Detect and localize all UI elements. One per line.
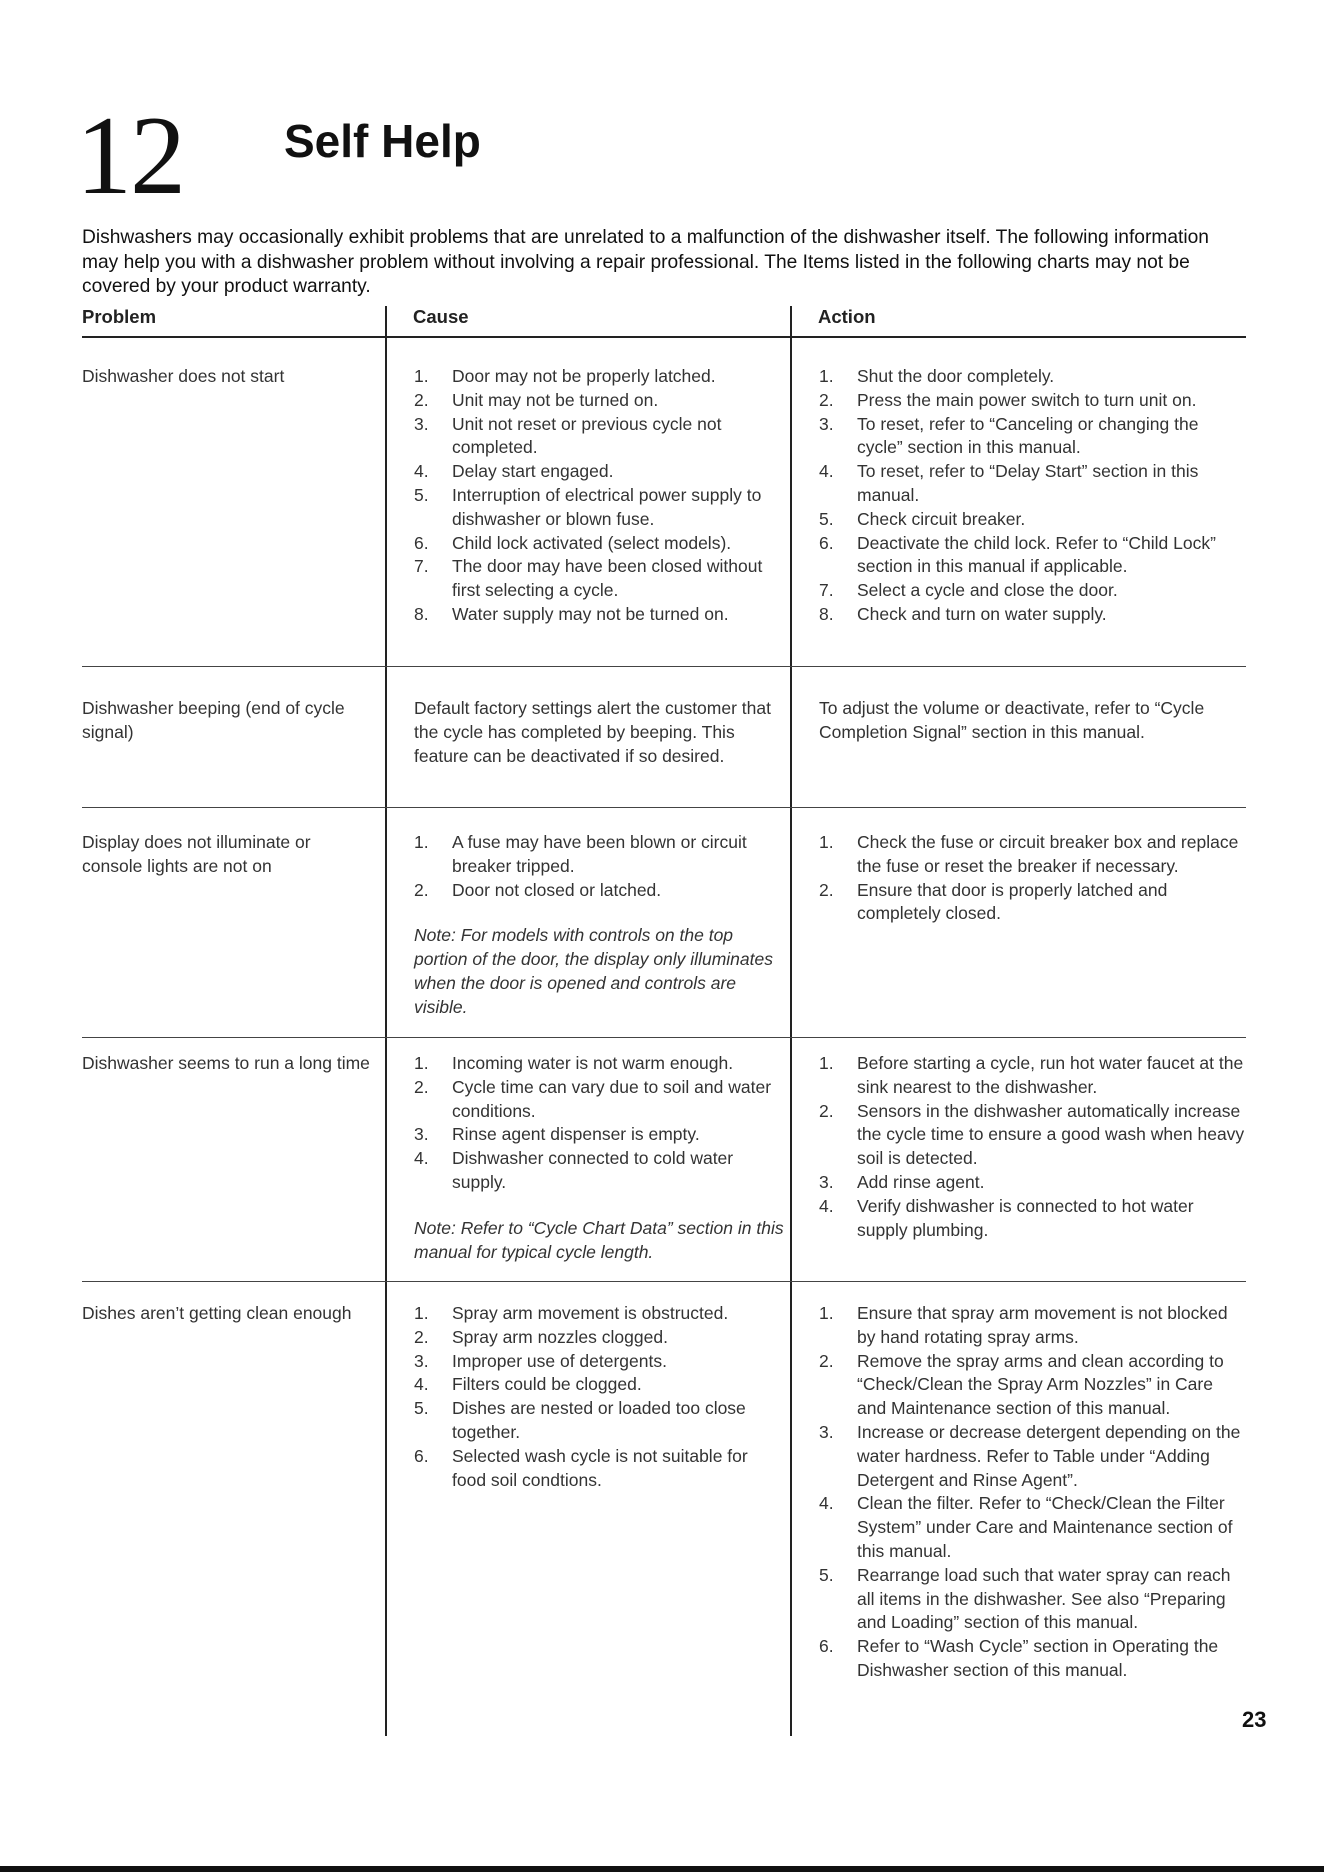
cause-item: 1. A fuse may have been blown or circuit breaker tripped. xyxy=(414,832,747,876)
action-list xyxy=(819,1302,1246,1683)
cause-item: 6. Child lock activated (select models). xyxy=(414,532,732,553)
cause-item: 3. Unit not reset or previous cycle not completed. xyxy=(414,413,722,458)
row-problem: Dishes aren’t getting clean enough xyxy=(82,1303,352,1323)
row-problem: Display does not illuminate or console lights are not on xyxy=(82,832,311,876)
cause-list xyxy=(414,1302,784,1492)
action-column-header: Action xyxy=(818,306,876,327)
chapter-number: 12 xyxy=(76,94,184,218)
cause-item: 8. Water supply may not be turned on. xyxy=(414,603,729,624)
action-item: 3. To reset, refer to “Canceling or changing the cycle” section in this manual. xyxy=(819,413,1199,458)
action-item: 6. Deactivate the child lock. Refer to “Child Lock” section in this manual if applicable. xyxy=(819,532,1216,577)
action-item: 1. Ensure that spray arm movement is not blocked by hand rotating spray arms. xyxy=(819,1303,1228,1347)
action-list xyxy=(819,831,1246,926)
row-divider xyxy=(82,666,1246,667)
row-cause xyxy=(414,831,784,1020)
action-text: To adjust the volume or deactivate, refer to “Cycle Completion Signal” section in this manual. xyxy=(819,698,1205,742)
cause-list xyxy=(414,1052,784,1195)
cause-item: 2. Door not closed or latched. xyxy=(414,879,662,900)
page-number: 23 xyxy=(1242,1707,1267,1732)
row-action xyxy=(819,1302,1246,1683)
cause-list xyxy=(414,831,784,902)
row-cause xyxy=(414,365,784,627)
action-item: 4. Verify dishwasher is connected to hot water supply plumbing. xyxy=(819,1195,1194,1240)
row-action xyxy=(819,697,1246,745)
action-item: 1. Check the fuse or circuit breaker box and replace the fuse or reset the breaker if necessary. xyxy=(819,832,1239,876)
row-divider xyxy=(82,807,1246,808)
action-item: 8. Check and turn on water supply. xyxy=(819,603,1107,624)
cause-item: 1. Door may not be properly latched. xyxy=(414,366,716,386)
action-item: 3. Add rinse agent. xyxy=(819,1171,985,1192)
row-cause xyxy=(414,697,784,768)
row-action xyxy=(819,1052,1246,1242)
action-item: 6. Refer to “Wash Cycle” section in Operating the Dishwasher section of this manual. xyxy=(819,1636,1219,1680)
table-header-row xyxy=(82,306,1246,338)
column-divider-action xyxy=(790,306,792,1736)
cause-item: 1. Incoming water is not warm enough. xyxy=(414,1053,734,1073)
action-item: 2. Sensors in the dishwasher automatically increase the cycle time to ensure a good wash when heavy soil is detected. xyxy=(819,1100,1245,1169)
column-divider-cause xyxy=(385,306,387,1736)
row-cause xyxy=(414,1052,784,1264)
cause-item: 4. Delay start engaged. xyxy=(414,461,614,482)
cause-item: 5. Interruption of electrical power supply to dishwasher or blown fuse. xyxy=(414,484,762,529)
cause-item: 2. Spray arm nozzles clogged. xyxy=(414,1326,668,1347)
row-divider xyxy=(82,1281,1246,1282)
row-problem: Dishwasher beeping (end of cycle signal) xyxy=(82,698,345,742)
cause-item: 2. Unit may not be turned on. xyxy=(414,389,659,410)
row-cause xyxy=(414,1302,784,1492)
cause-note: Note: For models with controls on the top portion of the door, the display only illuminates when the door is opened and controls are visible. xyxy=(414,925,773,1017)
action-list xyxy=(819,365,1246,627)
cause-item: 3. Improper use of detergents. xyxy=(414,1350,667,1371)
cause-list xyxy=(414,365,784,627)
row-problem: Dishwasher does not start xyxy=(82,366,285,386)
action-item: 4. To reset, refer to “Delay Start” section in this manual. xyxy=(819,461,1199,505)
cause-item: 7. The door may have been closed without first selecting a cycle. xyxy=(414,556,763,601)
cause-item: 1. Spray arm movement is obstructed. xyxy=(414,1303,729,1323)
row-action xyxy=(819,831,1246,926)
cause-item: 4. Dishwasher connected to cold water supply. xyxy=(414,1148,734,1192)
cause-text: Default factory settings alert the customer that the cycle has completed by beeping. This feature can be deactivated if so desired. xyxy=(414,698,771,766)
intro-paragraph: Dishwashers may occasionally exhibit problems that are unrelated to a malfunction of the dishwasher itself. The following information may help you with a dishwasher problem without involving a repair professional. The Items listed in the following charts may not be covered by your product warranty. xyxy=(82,227,1209,297)
row-divider xyxy=(82,1037,1246,1038)
action-list xyxy=(819,1052,1246,1242)
page-bottom-edge xyxy=(0,1866,1324,1872)
action-item: 4. Clean the filter. Refer to “Check/Clean the Filter System” under Care and Maintenance section of this manual. xyxy=(819,1493,1233,1561)
action-item: 1. Shut the door completely. xyxy=(819,366,1055,386)
action-item: 2. Ensure that door is properly latched and completely closed. xyxy=(819,879,1168,924)
action-item: 2. Press the main power switch to turn unit on. xyxy=(819,389,1197,410)
chapter-title: Self Help xyxy=(284,115,481,167)
action-item: 5. Rearrange load such that water spray can reach all items in the dishwasher. See also “Preparing and Loading” section of this manual. xyxy=(819,1564,1231,1633)
cause-column-header: Cause xyxy=(413,306,469,327)
action-item: 3. Increase or decrease detergent depending on the water hardness. Refer to Table under “Adding Detergent and Rinse Agent”. xyxy=(819,1421,1241,1490)
action-item: 2. Remove the spray arms and clean according to “Check/Clean the Spray Arm Nozzles” in Care and Maintenance section of this manual. xyxy=(819,1350,1224,1419)
cause-item: 6. Selected wash cycle is not suitable for food soil condtions. xyxy=(414,1445,748,1490)
row-problem: Dishwasher seems to run a long time xyxy=(82,1053,370,1073)
cause-note: Note: Refer to “Cycle Chart Data” section in this manual for typical cycle length. xyxy=(414,1217,784,1262)
cause-item: 2. Cycle time can vary due to soil and water conditions. xyxy=(414,1076,772,1121)
cause-item: 5. Dishes are nested or loaded too close together. xyxy=(414,1398,746,1442)
row-action xyxy=(819,365,1246,627)
cause-item: 4. Filters could be clogged. xyxy=(414,1374,642,1395)
problem-column-header: Problem xyxy=(82,306,157,327)
action-item: 7. Select a cycle and close the door. xyxy=(819,580,1118,601)
action-item: 1. Before starting a cycle, run hot water faucet at the sink nearest to the dishwasher. xyxy=(819,1053,1244,1097)
cause-item: 3. Rinse agent dispenser is empty. xyxy=(414,1124,700,1145)
action-item: 5. Check circuit breaker. xyxy=(819,508,1026,529)
